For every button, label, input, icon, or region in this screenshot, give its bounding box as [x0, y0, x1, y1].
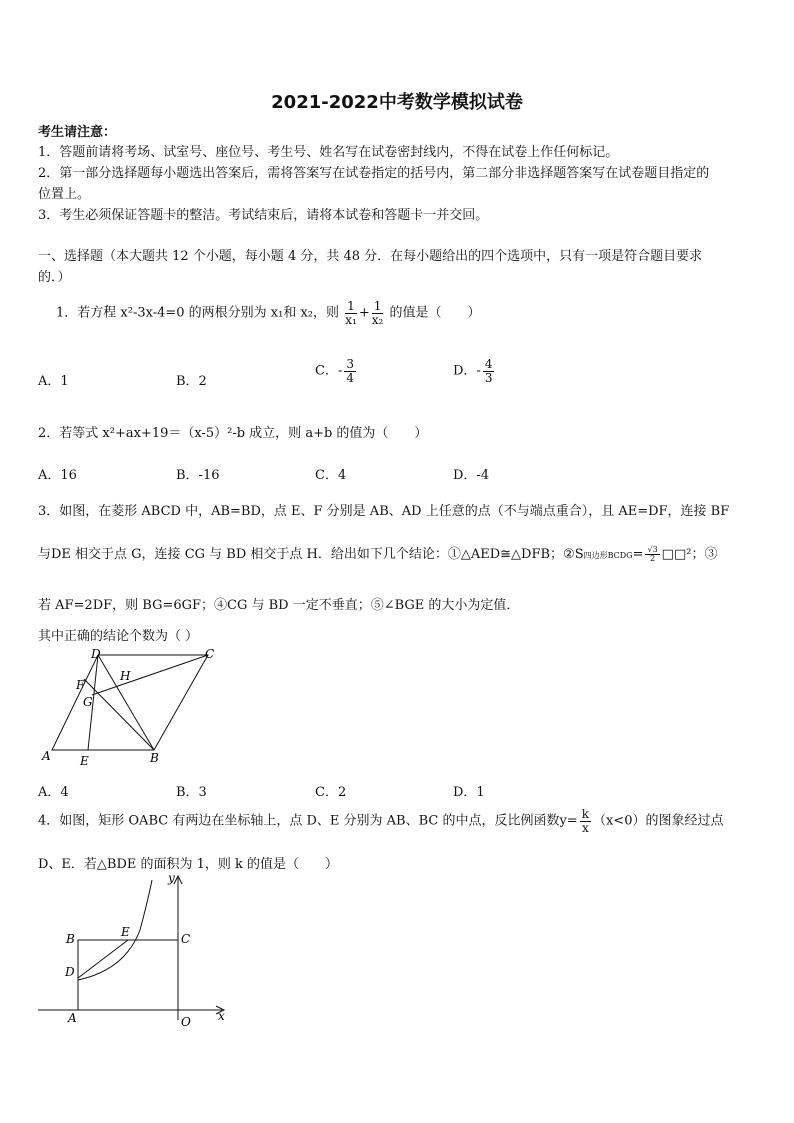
q1-option-b[interactable]: B．2 [176, 374, 207, 389]
label-A: A [42, 749, 51, 763]
q3-option-d[interactable]: D．1 [453, 785, 485, 800]
label-A: A [68, 1011, 77, 1025]
label-x: x [218, 1009, 225, 1023]
label-G: G [83, 695, 93, 709]
q1-fraction-2: $\frac{1}{\text{x₂}}$ [371, 299, 384, 327]
label-C: C [181, 932, 191, 946]
label-C: C [205, 647, 215, 661]
question-3: 3．如图，在菱形 ABCD 中，AB=BD，点 E、F 分别是 AB、AD 上任意的点（不与端点重合），且 AE=DF，连接 BF [38, 504, 730, 519]
notice-item-2: 2．第一部分选择题每小题选出答案后，需将答案写在试卷指定的括号内，第二部分非选择题答案写在试卷题目指定的 [38, 166, 710, 181]
q2-option-b[interactable]: B．-16 [176, 468, 220, 483]
page-title: 2021-2022中考数学模拟试卷 [271, 92, 523, 113]
q1-text-end: 的值是（ ） [389, 305, 481, 321]
question-4-line-2: D、E．若△BDE 的面积为 1，则 k 的值是（ ） [38, 857, 339, 872]
q1-text: 1．若方程 x²-3x-4=0 的两根分别为 x₁和 x₂，则 [56, 305, 340, 321]
q1-option-a[interactable]: A．1 [38, 374, 69, 389]
question-4: 4．如图，矩形 OABC 有两边在坐标轴上，点 D、E 分别为 AB、BC 的中点，反比例函数y= $\frac{k}{x}$ （x<0）的图象经过点 [38, 807, 724, 835]
q3-option-a[interactable]: A．4 [38, 785, 69, 800]
label-D: D [65, 965, 75, 979]
notice-heading: 考生请注意： [38, 125, 117, 140]
label-B: B [66, 932, 75, 946]
section-heading-cont: 的．） [38, 270, 71, 285]
question-3-line-2: 与DE 相交于点 G，连接 CG 与 BD 相交于点 H．给出如下几个结论：①△AED≅△DFB；②S四边形BCDG= $\frac{√3}{2}$ □□²；③ [38, 544, 718, 563]
q2-option-a[interactable]: A．16 [38, 468, 77, 483]
question-1 [56, 300, 481, 326]
q2-option-c[interactable]: C．4 [315, 468, 347, 483]
section-heading: 一、选择题（本大题共 12 个小题，每小题 4 分，共 48 分．在每小题给出的四个选项中，只有一项是符合题目要求 [38, 249, 703, 264]
q2-option-d[interactable]: D．-4 [453, 468, 490, 483]
rhombus-figure [38, 645, 228, 770]
label-D: D [91, 647, 101, 661]
label-B: B [150, 751, 159, 765]
question-3-prompt: 其中正确的结论个数为（ ） [38, 629, 199, 644]
label-y: y [168, 871, 175, 885]
label-E: E [80, 754, 89, 768]
question-2: 2．若等式 x²+ax+19＝（x-5）²-b 成立，则 a+b 的值为（ ） [38, 426, 428, 441]
q3-option-c[interactable]: C．2 [315, 785, 347, 800]
label-H: H [120, 669, 131, 683]
q1-plus: + [358, 305, 370, 321]
question-3-line-3: 若 AF=2DF，则 BG=6GF；④CG 与 BD 一定不垂直；⑤∠BGE 的大小为定值． [38, 598, 520, 613]
coordinate-figure [30, 870, 240, 1030]
q1-option-c[interactable]: C．- $\frac{3}{4}$ [315, 357, 354, 385]
notice-item-3: 3．考生必须保证答题卡的整洁。考试结束后，请将本试卷和答题卡一并交回。 [38, 208, 489, 223]
q1-fraction-1: $\frac{1}{\text{x₁}}$ [345, 299, 357, 327]
q1-option-d[interactable]: D．- $\frac{4}{3}$ [453, 357, 493, 385]
label-E: E [121, 925, 130, 939]
notice-item-1: 1．答题前请将考场、试室号、座位号、考生号、姓名写在试卷密封线内，不得在试卷上作任何标记。 [38, 145, 619, 160]
q3-option-b[interactable]: B．3 [176, 785, 207, 800]
notice-item-2-cont: 位置上。 [38, 187, 91, 202]
label-O: O [181, 1015, 191, 1029]
label-F: F [76, 678, 85, 692]
